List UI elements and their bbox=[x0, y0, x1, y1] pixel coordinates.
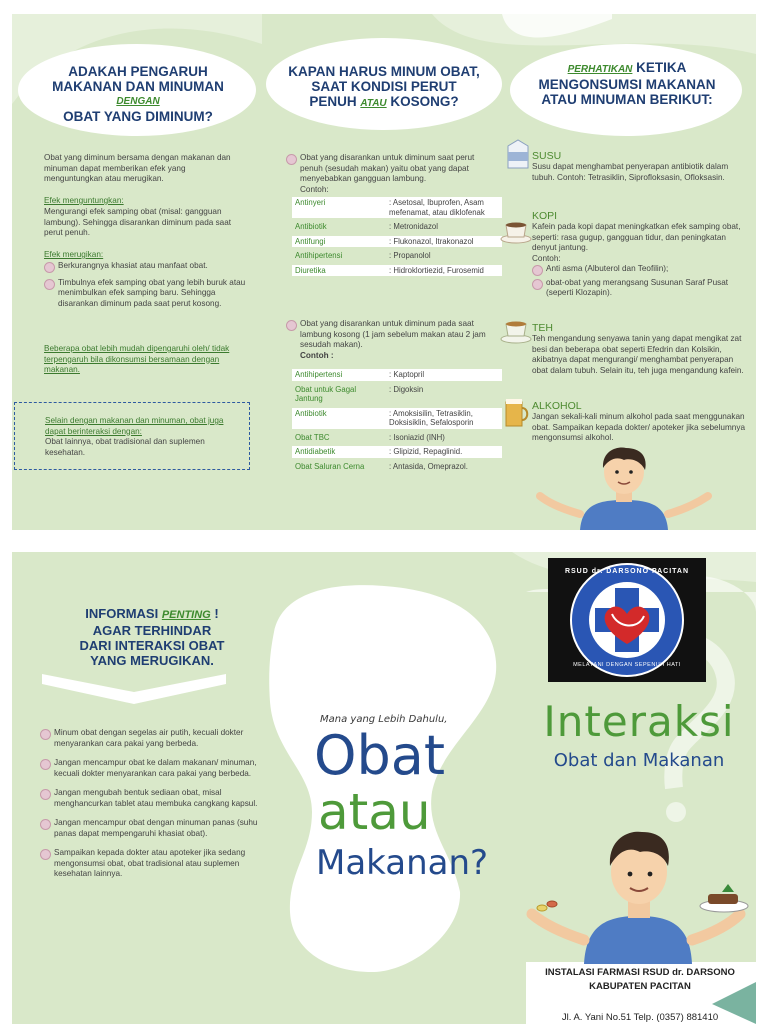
bullet-icon bbox=[40, 729, 51, 740]
list-item-text: obat-obat yang merangsang Susunan Saraf Pusat (seperti Klozapin). bbox=[546, 277, 729, 297]
section-text: Susu dapat menghambat penyerapan antibiotik dalam tubuh. Contoh: Tetrasiklin, Siprofloksasin, Ofloksasin. bbox=[532, 162, 729, 182]
list-item-text: Obat yang disarankan untuk diminum saat perut penuh (sesudah makan) yaitu obat yang dapat menyebabkan gangguan lambung. bbox=[300, 153, 475, 183]
list-item-text: Jangan mencampur obat dengan minuman panas (suhu panas dapat mempengaruhi khasiat obat). bbox=[54, 818, 258, 838]
drug-category: Obat untuk Gagal Jantung bbox=[292, 384, 386, 405]
title-word: INFORMASI bbox=[85, 606, 159, 621]
footer-institution bbox=[528, 966, 752, 994]
drug-examples: : Propanolol bbox=[386, 250, 502, 262]
empty-stomach-section bbox=[286, 319, 498, 361]
bullet-icon bbox=[40, 759, 51, 770]
table-row bbox=[292, 384, 502, 405]
col1-title bbox=[32, 64, 244, 124]
tips-list bbox=[40, 728, 258, 889]
title-line: ADAKAH PENGARUH bbox=[68, 64, 208, 79]
table-row bbox=[292, 408, 502, 429]
bullet-icon bbox=[532, 265, 543, 276]
benefit-text: Mengurangi efek samping obat (misal: gangguan lambung). Sehingga disarankan diminum pada saat perut penuh. bbox=[44, 207, 232, 237]
leaflet-outside bbox=[12, 552, 756, 1024]
milk-section bbox=[532, 150, 748, 183]
table-row bbox=[292, 221, 502, 233]
table-row bbox=[292, 432, 502, 444]
drug-examples: : Hidroklortiezid, Furosemid bbox=[386, 265, 502, 277]
bullet-icon bbox=[532, 279, 543, 290]
drug-examples: : Glipizid, Repaglinid. bbox=[386, 446, 502, 458]
section-heading: KOPI bbox=[532, 210, 558, 222]
table-row bbox=[292, 236, 502, 248]
section-heading: SUSU bbox=[532, 150, 562, 162]
drug-category: Antihipertensi bbox=[292, 369, 386, 381]
list-item-text: Sampaikan kepada dokter atau apoteker jika sedang mengonsumsi obat, obat tradisional atau suplemen kesehatan lainnya. bbox=[54, 848, 246, 878]
drug-category: Antidiabetik bbox=[292, 446, 386, 458]
drug-examples: : Metronidazol bbox=[386, 221, 502, 233]
drug-category: Obat TBC bbox=[292, 432, 386, 444]
section-heading: TEH bbox=[532, 322, 553, 334]
info-title bbox=[52, 606, 252, 668]
example-label: Contoh: bbox=[532, 253, 561, 263]
list-item-text: Jangan mengubah bentuk sediaan obat, misal menghancurkan tablet atau membuka cangkang kapsul. bbox=[54, 788, 258, 808]
title-word: KETIKA bbox=[636, 60, 687, 75]
logo-bottom-text: MELAYANI DENGAN SEPENUH HATI bbox=[573, 662, 681, 668]
example-label: Contoh: bbox=[300, 184, 329, 194]
drug-examples: : Asetosal, Ibuprofen, Asam mefenamat, atau diklofenak bbox=[386, 197, 502, 218]
title-highlight: DENGAN bbox=[116, 96, 160, 107]
drug-examples: : Isoniazid (INH) bbox=[386, 432, 502, 444]
drug-category: Antinyeri bbox=[292, 197, 386, 218]
list-item bbox=[286, 319, 498, 351]
cover-subtitle: Obat dan Makanan bbox=[553, 750, 725, 771]
cover-title: Interaksi bbox=[543, 697, 735, 746]
list-item-text: Anti asma (Albuterol dan Teofilin); bbox=[546, 264, 669, 273]
bullet-icon bbox=[286, 154, 297, 165]
title-word: KOSONG? bbox=[390, 94, 459, 109]
word-atau: atau bbox=[318, 783, 431, 841]
benefit-heading: Efek menguntungkan: bbox=[44, 196, 124, 205]
drug-category: Obat Saluran Cerna bbox=[292, 461, 386, 473]
full-stomach-table bbox=[292, 194, 502, 279]
drug-category: Antihipertensi bbox=[292, 250, 386, 262]
list-item bbox=[40, 788, 258, 809]
title-line: OBAT YANG DIMINUM? bbox=[63, 109, 213, 124]
list-item-text: Jangan mencampur obat ke dalam makanan/ minuman, kecuali dokter menyarankan cara pakai yang berbeda. bbox=[54, 758, 257, 778]
table-row bbox=[292, 197, 502, 218]
milk-carton-icon bbox=[504, 138, 532, 170]
drug-examples: : Amoksisilin, Tetrasiklin, Doksisiklin, Sefalosporin bbox=[386, 408, 502, 429]
coffee-cup-icon bbox=[500, 219, 534, 245]
man-shrugging-illustration bbox=[526, 822, 752, 964]
title-line: SAAT KONDISI PERUT bbox=[311, 79, 457, 94]
bullet-icon bbox=[40, 849, 51, 860]
list-item bbox=[40, 818, 258, 839]
title-line bbox=[518, 60, 736, 77]
list-item-text: Berkurangnya khasiat atau manfaat obat. bbox=[58, 261, 208, 270]
table-row bbox=[292, 461, 502, 473]
empty-stomach-table bbox=[292, 366, 502, 475]
title-line bbox=[274, 94, 494, 111]
drug-examples: : Antasida, Omeprazol. bbox=[386, 461, 502, 473]
title-line: YANG MERUGIKAN. bbox=[90, 653, 214, 668]
harm-list bbox=[44, 261, 246, 309]
bullet-icon bbox=[40, 819, 51, 830]
harm-heading: Efek merugikan: bbox=[44, 250, 104, 259]
title-highlight: PENTING bbox=[161, 609, 211, 621]
drug-category: Antibiotik bbox=[292, 408, 386, 429]
drug-category: Antifungi bbox=[292, 236, 386, 248]
section-text: Jangan sekali-kali minum alkohol pada saat menggunakan obat. Sampaikan kepada dokter/ apoteker jika sebelumnya mengonsumsi alkohol. bbox=[532, 412, 746, 442]
list-item-text: Timbulnya efek samping obat yang lebih buruk atau menimbulkan efek samping baru. Sehingga disarankan diminum pada saat perut kosong. bbox=[58, 277, 246, 308]
title-highlight: PERHATIKAN bbox=[567, 64, 633, 75]
beer-glass-icon bbox=[502, 396, 530, 428]
list-item bbox=[44, 261, 246, 272]
man-shrugging-illustration bbox=[536, 444, 712, 530]
logo-top-text: RSUD dr. DARSONO PACITAN bbox=[564, 568, 690, 575]
coffee-section bbox=[532, 210, 748, 299]
table-row bbox=[292, 369, 502, 381]
list-item bbox=[532, 278, 748, 299]
table-row bbox=[292, 446, 502, 458]
word-obat: Obat bbox=[314, 724, 446, 787]
col2-title bbox=[274, 64, 494, 111]
tea-cup-icon bbox=[500, 318, 534, 344]
example-label: Contoh : bbox=[300, 350, 334, 360]
tagline: Mana yang Lebih Dahulu, bbox=[320, 714, 448, 725]
footer-address: Jl. A. Yani No.51 Telp. (0357) 881410 bbox=[561, 1012, 719, 1023]
table-row bbox=[292, 265, 502, 277]
hospital-logo bbox=[548, 558, 706, 682]
title-highlight: ATAU bbox=[360, 98, 387, 109]
list-item bbox=[44, 278, 246, 310]
bullet-icon bbox=[286, 320, 297, 331]
list-item bbox=[286, 153, 498, 185]
drug-category: Antibiotik bbox=[292, 221, 386, 233]
interaction-box bbox=[14, 402, 250, 470]
box-text: Obat lainnya, obat tradisional dan suplemen kesehatan. bbox=[45, 437, 205, 457]
footer-line: INSTALASI FARMASI RSUD dr. DARSONO bbox=[545, 967, 735, 978]
bullet-icon bbox=[40, 789, 51, 800]
title-line: ATAU MINUMAN BERIKUT: bbox=[541, 92, 713, 107]
list-item-text: Obat yang disarankan untuk diminum pada saat lambung kosong (1 jam sebelum makan atau 2 jam sesudah makan). bbox=[300, 319, 486, 349]
bullet-icon bbox=[44, 262, 55, 273]
list-item bbox=[40, 758, 258, 779]
title-line bbox=[52, 606, 252, 623]
list-item bbox=[532, 264, 748, 275]
tea-section bbox=[532, 322, 748, 376]
word-makanan: Makanan? bbox=[316, 843, 489, 883]
drug-examples: : Kaptopril bbox=[386, 369, 502, 381]
col3-title bbox=[518, 60, 736, 107]
title-line: MENGONSUMSI MAKANAN bbox=[538, 77, 716, 92]
bullet-icon bbox=[44, 279, 55, 290]
leaflet-inside bbox=[12, 14, 756, 530]
drug-examples: : Digoksin bbox=[386, 384, 502, 405]
alcohol-section bbox=[532, 400, 748, 444]
section-heading: ALKOHOL bbox=[532, 400, 582, 412]
drug-examples: : Flukonazol, Itrakonazol bbox=[386, 236, 502, 248]
list-item bbox=[40, 728, 258, 749]
col1-intro: Obat yang diminum bersama dengan makanan dan minuman dapat memberikan efek yang menguntungkan atau merugikan. bbox=[44, 153, 231, 183]
title-line: DARI INTERAKSI OBAT bbox=[79, 638, 225, 653]
table-row bbox=[292, 250, 502, 262]
drug-category: Diuretika bbox=[292, 265, 386, 277]
list-item bbox=[40, 848, 258, 880]
section-text: Kafein pada kopi dapat meningkatkan efek samping obat, seperti: rasa gugup, gangguan tidur, dan peningkatan denyut jantung. bbox=[532, 222, 741, 252]
title-line: AGAR TERHINDAR bbox=[92, 623, 212, 638]
footer-line: KABUPATEN PACITAN bbox=[589, 981, 691, 992]
full-stomach-section bbox=[286, 153, 498, 195]
box-heading: Selain dengan makanan dan minuman, obat juga dapat berinteraksi dengan: bbox=[45, 416, 224, 436]
list-item-text: Minum obat dengan segelas air putih, kecuali dokter menyarankan cara pakai yang berbeda. bbox=[54, 728, 244, 748]
title-line: KAPAN HARUS MINUM OBAT, bbox=[288, 64, 480, 79]
title-line: MAKANAN DAN MINUMAN bbox=[52, 79, 224, 94]
col1-note: Beberapa obat lebih mudah dipengaruhi oleh/ tidak terpengaruh bila dikonsumsi bersamaan dengan makanan. bbox=[44, 344, 230, 374]
section-text: Teh mengandung senyawa tanin yang dapat mengikat zat besi dan beberapa obat seperti Efedrin dan Kolsikin, akibatnya dapat mengurangi/ menghambat penyerapan obat dalam tubuh. Selain itu, teh juga mengandung kafein. bbox=[532, 334, 744, 375]
title-word: PENUH bbox=[309, 94, 357, 109]
title-word: ! bbox=[214, 606, 219, 621]
